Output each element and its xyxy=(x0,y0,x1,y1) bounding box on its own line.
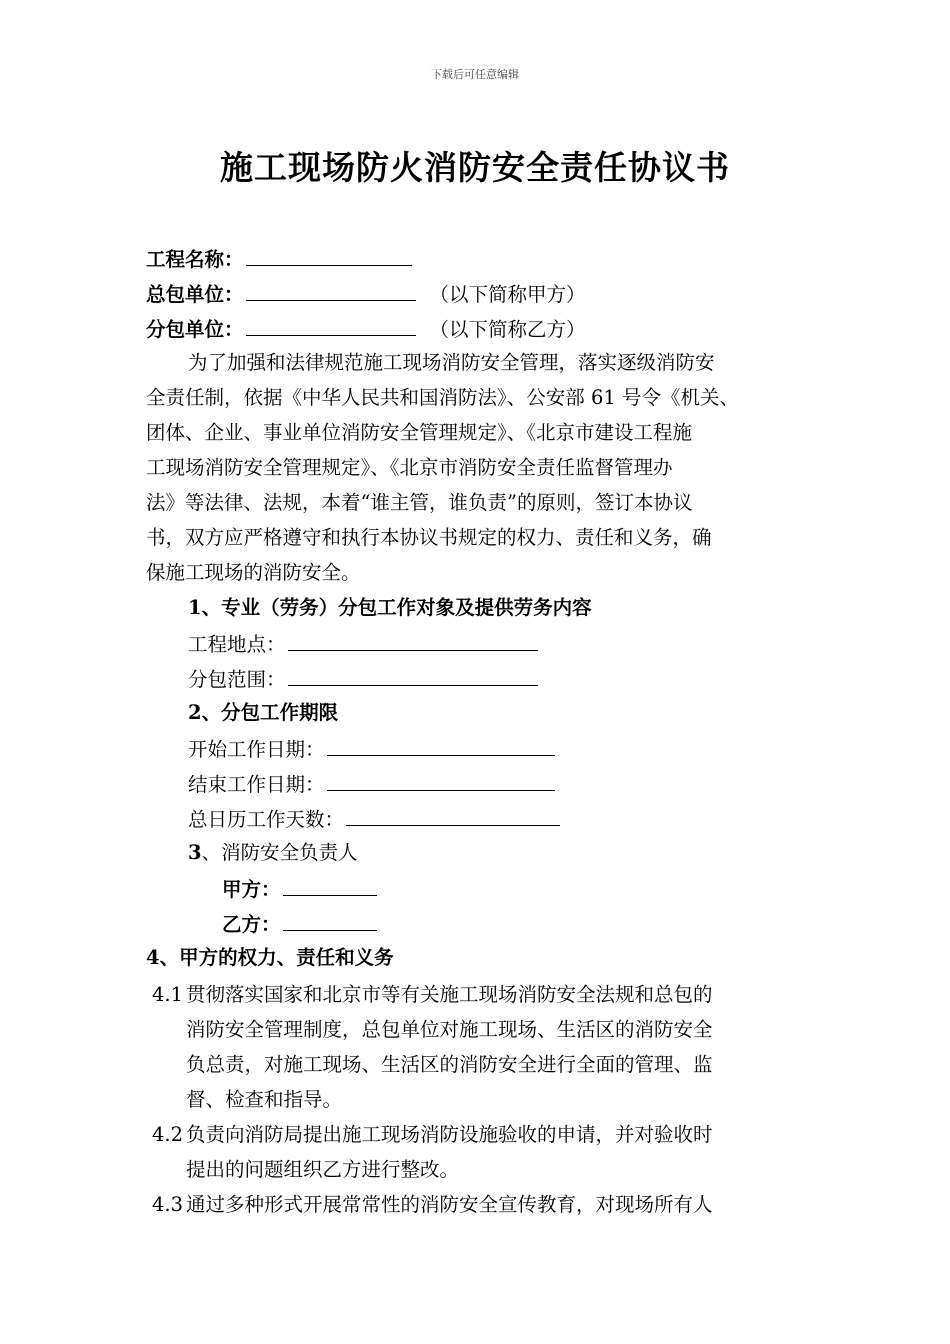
field-label: 总包单位： xyxy=(146,283,244,306)
blank-line xyxy=(246,315,416,336)
field-total-days xyxy=(188,805,560,833)
field-location xyxy=(188,630,538,658)
blank-line xyxy=(246,245,412,266)
field-end-date xyxy=(188,770,555,798)
field-start-date xyxy=(188,735,555,763)
field-label: 总日历工作天数： xyxy=(188,808,345,831)
item-line: 贯彻落实国家和北京市等有关施工现场消防安全法规和总包的 xyxy=(186,983,713,1006)
item-line: 负总责，对施工现场、生活区的消防安全进行全面的管理、监 xyxy=(186,1053,713,1076)
field-label: 乙方： xyxy=(222,913,281,936)
item-number: 4.2 xyxy=(152,1123,184,1146)
field-label: 工程地点： xyxy=(188,633,286,656)
field-scope xyxy=(188,665,538,693)
header-note: 下载后可任意编辑 xyxy=(431,68,519,81)
field-note: （以下简称甲方） xyxy=(429,283,586,306)
item-line: 负责向消防局提出施工现场消防设施验收的申请，并对验收时 xyxy=(186,1123,713,1146)
field-label: 结束工作日期： xyxy=(188,773,325,796)
field-label: 分包范围： xyxy=(188,668,286,691)
field-general-contractor xyxy=(146,280,586,308)
field-subcontractor xyxy=(146,315,586,343)
item-line: 提出的问题组织乙方进行整改。 xyxy=(186,1158,460,1181)
intro-line: 法》等法律、法规，本着“谁主管，谁负责”的原则，签订本协议 xyxy=(146,491,693,514)
intro-line: 书，双方应严格遵守和执行本协议书规定的权力、责任和义务，确 xyxy=(146,526,712,549)
intro-line: 全责任制，依据《中华人民共和国消防法》、公安部 61 号令《机关、 xyxy=(146,386,739,409)
blank-line xyxy=(327,735,555,756)
blank-line xyxy=(246,280,416,301)
section3-heading xyxy=(188,840,358,866)
section1-heading: 1、专业（劳务）分包工作对象及提供劳务内容 xyxy=(188,596,592,619)
intro-line: 工现场消防安全管理规定》、《北京市消防安全责任监督管理办 xyxy=(146,456,673,479)
field-note: （以下简称乙方） xyxy=(429,318,586,341)
item-line: 通过多种形式开展常常性的消防安全宣传教育，对现场所有人 xyxy=(186,1193,713,1216)
intro-line: 团体、企业、事业单位消防安全管理规定》、《北京市建设工程施 xyxy=(146,421,693,444)
section-number: 3 xyxy=(188,841,202,864)
blank-line xyxy=(327,770,555,791)
document-title: 施工现场防火消防安全责任协议书 xyxy=(220,148,730,187)
intro-line: 为了加强和法律规范施工现场消防安全管理，落实逐级消防安 xyxy=(188,351,715,374)
blank-line xyxy=(288,665,538,686)
field-label: 开始工作日期： xyxy=(188,738,325,761)
blank-line xyxy=(346,805,560,826)
item-line: 督、检查和指导。 xyxy=(186,1088,343,1111)
field-project-name xyxy=(146,245,412,273)
field-label: 甲方： xyxy=(222,878,281,901)
blank-line xyxy=(283,875,377,896)
item-line: 消防安全管理制度，总包单位对施工现场、生活区的消防安全 xyxy=(186,1018,713,1041)
intro-line: 保施工现场的消防安全。 xyxy=(146,561,361,584)
item-number: 4.1 xyxy=(152,983,184,1006)
section-title: 、消防安全负责人 xyxy=(201,841,358,864)
section2-heading: 2、分包工作期限 xyxy=(188,701,339,724)
blank-line xyxy=(288,630,538,651)
field-label: 工程名称： xyxy=(146,248,244,271)
blank-line xyxy=(283,910,377,931)
field-party-b xyxy=(222,910,377,938)
field-label: 分包单位： xyxy=(146,318,244,341)
section4-heading: 4、甲方的权力、责任和义务 xyxy=(146,946,394,969)
field-party-a xyxy=(222,875,377,903)
item-number: 4.3 xyxy=(152,1193,184,1216)
